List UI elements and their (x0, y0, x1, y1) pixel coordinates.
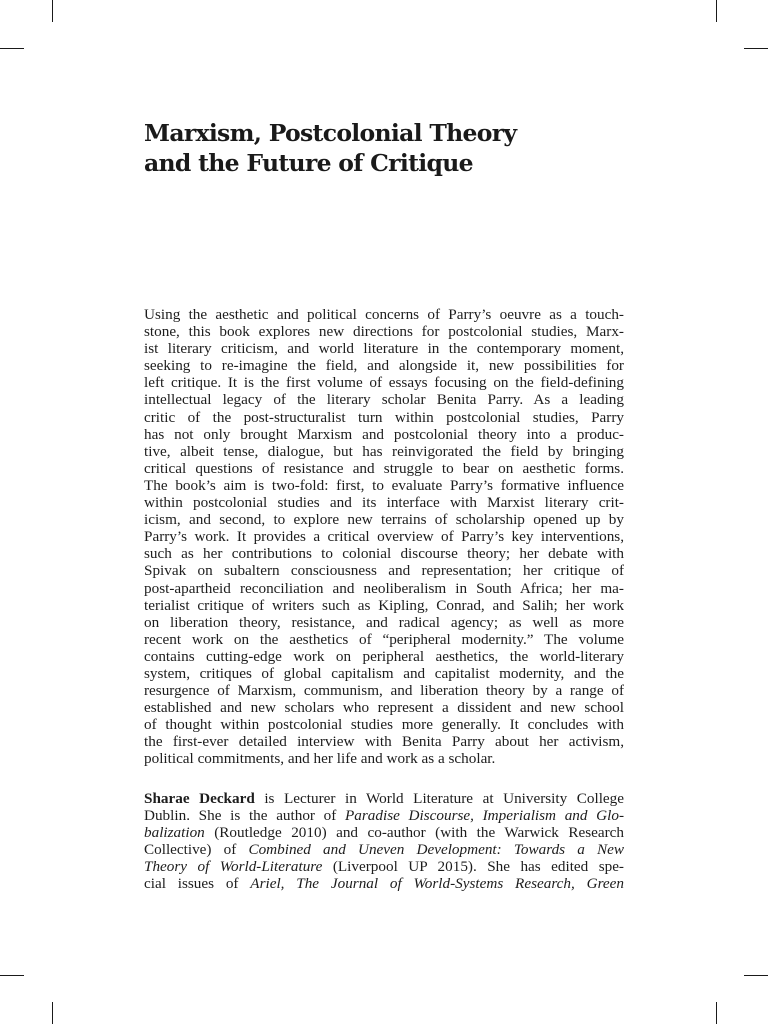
description-line: resurgence of Marxism, communism, and liberation theory by a range of (144, 682, 624, 700)
description-line: Spivak on subaltern consciousness and representation; her critique of (144, 562, 624, 580)
description-line: contains cutting-edge work on peripheral aesthetics, the world-literary (144, 647, 624, 665)
book-title (144, 118, 624, 178)
crop-mark-bottom-right-h (744, 975, 768, 976)
description-line: post-apartheid reconciliation and neoliberalism in South Africa; her ma- (144, 579, 624, 597)
crop-mark-bottom-right (716, 1002, 717, 1024)
bio-line-2: Dublin. She is the author of Paradise Discourse, Imperialism and Glo- (144, 807, 624, 825)
bio-line-5: Theory of World-Literature (Liverpool UP 2015). She has edited spe- (144, 858, 624, 876)
description-line: critical questions of resistance and struggle to bear on aesthetic forms. (144, 459, 624, 477)
crop-mark-top-left-h (0, 48, 24, 49)
book-ref-title: Paradise Discourse, Imperialism and Glo- (345, 807, 624, 825)
description-line: Parry’s work. It provides a critical overview of Parry’s key interventions, (144, 528, 624, 546)
bio-line-3: balization (Routledge 2010) and co-author (with the Warwick Research (144, 824, 624, 842)
description-line: on liberation theory, resistance, and radical agency; as well as more (144, 613, 624, 631)
description-line: The book’s aim is two-fold: first, to evaluate Parry’s formative influence (144, 476, 624, 494)
journal-titles: Ariel, The Journal of World-Systems Research, Green (250, 875, 624, 893)
bio-line-6: cial issues of Ariel, The Journal of World-Systems Research, Green (144, 875, 624, 893)
description-line: icism, and second, to explore new terrains of scholarship opened up by (144, 511, 624, 529)
description-line: terialist critique of writers such as Kipling, Conrad, and Salih; her work (144, 596, 624, 614)
book-title-line-2: and the Future of Critique (144, 149, 473, 177)
author-bio (144, 790, 624, 893)
book-ref-title: Combined and Uneven Development: Towards a New (248, 841, 624, 859)
crop-mark-bottom-left (52, 1002, 53, 1024)
description-line: stone, this book explores new directions for postcolonial studies, Marx- (144, 323, 624, 341)
description-line: within postcolonial studies and its interface with Marxist literary crit- (144, 494, 624, 512)
description-line: the first-ever detailed interview with Benita Parry about her activism, (144, 733, 624, 751)
description-line: seeking to re-imagine the field, and alongside it, new possibilities for (144, 357, 624, 375)
description-line: intellectual legacy of the literary scholar Benita Parry. As a leading (144, 391, 624, 409)
description-line: of thought within postcolonial studies more generally. It concludes with (144, 716, 624, 734)
description-line: political commitments, and her life and work as a scholar. (144, 750, 496, 768)
crop-mark-bottom-left-h (0, 975, 24, 976)
author-name: Sharae Deckard (144, 790, 255, 807)
description-line: recent work on the aesthetics of “peripheral modernity.” The volume (144, 630, 624, 648)
book-description (144, 306, 624, 768)
crop-mark-top-right-h (744, 48, 768, 49)
crop-mark-top-right (716, 0, 717, 22)
description-line: system, critiques of global capitalism and capitalist modernity, and the (144, 664, 624, 682)
book-title-line-1: Marxism, Postcolonial Theory (144, 119, 517, 147)
description-line: Using the aesthetic and political concerns of Parry’s oeuvre as a touch- (144, 306, 624, 323)
description-line: ist literary criticism, and world literature in the contemporary moment, (144, 340, 624, 358)
description-line: has not only brought Marxism and postcolonial theory into a produc- (144, 425, 624, 443)
description-line: left critique. It is the first volume of essays focusing on the field-defining (144, 374, 624, 392)
bio-line-4: Collective) of Combined and Uneven Development: Towards a New (144, 841, 624, 859)
description-line: tive, albeit tense, dialogue, but has reinvigorated the field by bringing (144, 442, 624, 460)
description-line: critic of the post-structuralist turn within postcolonial studies, Parry (144, 408, 624, 426)
crop-mark-top-left (52, 0, 53, 22)
description-line: such as her contributions to colonial discourse theory; her debate with (144, 545, 624, 563)
bio-line-1: Sharae Deckard is Lecturer in World Literature at University College (144, 790, 624, 807)
description-line: established and new scholars who represent a dissident and new school (144, 699, 624, 717)
